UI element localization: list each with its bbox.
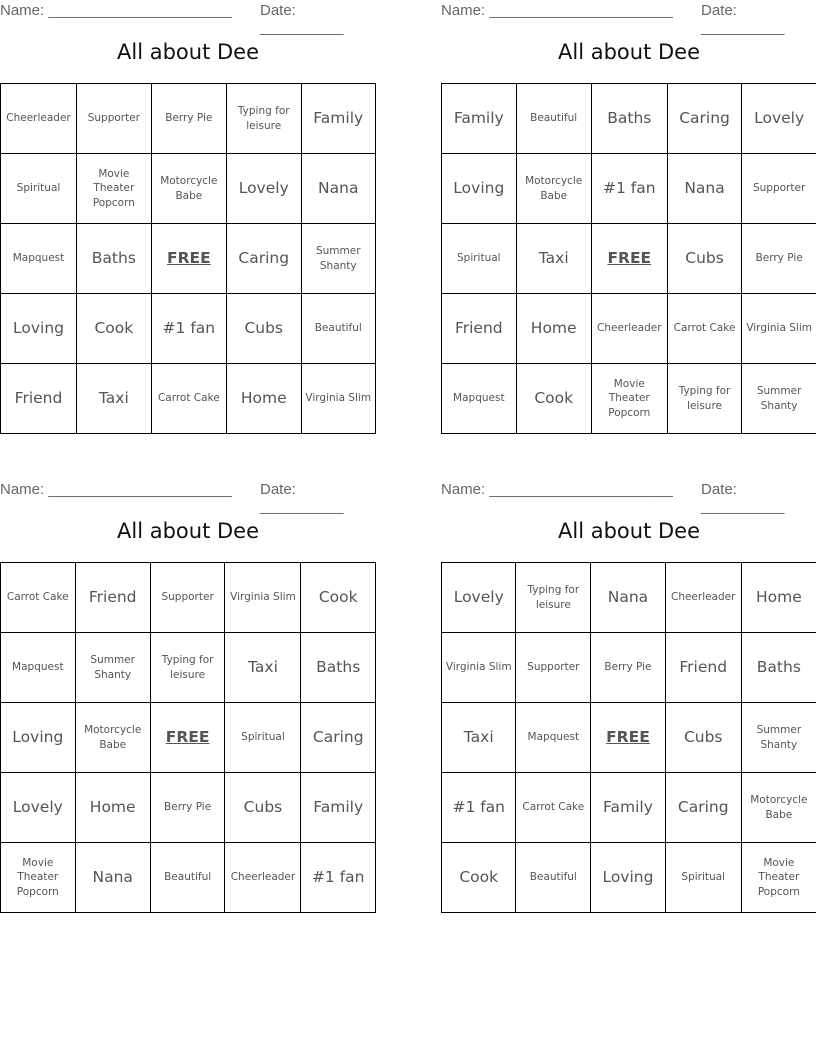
free-space: FREE — [151, 224, 226, 294]
bingo-cell: Supporter — [77, 84, 152, 154]
bingo-cell: Spiritual — [665, 843, 741, 913]
bingo-cell: Summer Shanty — [741, 703, 816, 773]
bingo-cell: Berry Pie — [742, 224, 816, 294]
bingo-cell: Beautiful — [516, 843, 591, 913]
bingo-cell: Cheerleader — [1, 84, 77, 154]
bingo-cell: Motorcycle Babe — [75, 703, 150, 773]
bingo-cell: Mapquest — [442, 364, 517, 434]
grid-row — [442, 563, 816, 633]
free-space: FREE — [150, 703, 225, 773]
bingo-cell: Supporter — [150, 563, 225, 633]
bingo-cell: Cook — [442, 843, 516, 913]
bingo-cell: Baths — [591, 84, 667, 154]
grid-row — [442, 294, 816, 364]
bingo-cell: Family — [301, 84, 376, 154]
free-space: FREE — [591, 224, 667, 294]
bingo-cell: Loving — [1, 703, 76, 773]
bingo-cell: Baths — [301, 633, 376, 703]
bingo-cell: Movie Theater Popcorn — [591, 364, 667, 434]
bingo-cell: Spiritual — [1, 154, 77, 224]
bingo-cell: Cubs — [225, 773, 301, 843]
bingo-cell: Cook — [301, 563, 376, 633]
bingo-cell: Loving — [442, 154, 517, 224]
bingo-cell: Caring — [226, 224, 301, 294]
bingo-cell: Taxi — [77, 364, 152, 434]
bingo-cell: Home — [516, 294, 591, 364]
bingo-cell: Typing for leisure — [226, 84, 301, 154]
grid-row — [442, 633, 816, 703]
grid-row — [1, 773, 376, 843]
bingo-cell: Carrot Cake — [1, 563, 76, 633]
bingo-cell: Home — [75, 773, 150, 843]
date-field: Date: __________ — [260, 481, 344, 515]
name-field: Name: ______________________ — [441, 481, 673, 498]
grid-row — [442, 843, 816, 913]
bingo-cell: Caring — [665, 773, 741, 843]
bingo-cell: #1 fan — [442, 773, 516, 843]
date-field: Date: __________ — [260, 2, 344, 36]
bingo-grid — [441, 83, 816, 434]
bingo-cell: Movie Theater Popcorn — [741, 843, 816, 913]
bingo-cell: Family — [591, 773, 666, 843]
bingo-cell: Cook — [516, 364, 591, 434]
name-field: Name: ______________________ — [0, 481, 232, 498]
bingo-cell: Lovely — [442, 563, 516, 633]
bingo-cell: Taxi — [225, 633, 301, 703]
grid-row — [1, 84, 376, 154]
bingo-cell: Cubs — [226, 294, 301, 364]
bingo-grid — [441, 562, 816, 913]
bingo-cell: Lovely — [226, 154, 301, 224]
card-title: All about Dee — [117, 519, 259, 543]
bingo-cell: Carrot Cake — [667, 294, 742, 364]
grid-row — [442, 154, 816, 224]
bingo-cell: Loving — [1, 294, 77, 364]
bingo-cell: #1 fan — [301, 843, 376, 913]
bingo-cell: #1 fan — [591, 154, 667, 224]
bingo-cell: Beautiful — [301, 294, 376, 364]
bingo-cell: Baths — [77, 224, 152, 294]
name-field: Name: ______________________ — [0, 2, 232, 19]
bingo-cell: Friend — [75, 563, 150, 633]
bingo-cell: Virginia Slim — [301, 364, 376, 434]
bingo-cell: Berry Pie — [150, 773, 225, 843]
bingo-cell: Mapquest — [516, 703, 591, 773]
grid-row — [442, 84, 816, 154]
bingo-cell: Nana — [591, 563, 666, 633]
header-line — [441, 2, 816, 36]
bingo-cell: Friend — [1, 364, 77, 434]
bingo-cell: Virginia Slim — [442, 633, 516, 703]
bingo-cell: Caring — [301, 703, 376, 773]
bingo-cell: Virginia Slim — [742, 294, 816, 364]
grid-row — [1, 843, 376, 913]
grid-row — [442, 224, 816, 294]
grid-row — [442, 703, 816, 773]
bingo-cell: Motorcycle Babe — [516, 154, 591, 224]
bingo-cell: Home — [226, 364, 301, 434]
bingo-cell: Mapquest — [1, 224, 77, 294]
grid-row — [1, 633, 376, 703]
bingo-cell: Supporter — [516, 633, 591, 703]
bingo-cell: Movie Theater Popcorn — [77, 154, 152, 224]
grid-row — [1, 224, 376, 294]
bingo-cell: Summer Shanty — [301, 224, 376, 294]
bingo-cell: Home — [741, 563, 816, 633]
bingo-cell: Cook — [77, 294, 152, 364]
bingo-cell: Movie Theater Popcorn — [1, 843, 76, 913]
bingo-cell: Cubs — [667, 224, 742, 294]
bingo-grid — [0, 83, 376, 434]
grid-row — [1, 364, 376, 434]
card-title: All about Dee — [558, 519, 700, 543]
bingo-cell: Beautiful — [150, 843, 225, 913]
card-title: All about Dee — [558, 40, 700, 64]
bingo-cell: Nana — [75, 843, 150, 913]
bingo-cell: Cheerleader — [591, 294, 667, 364]
bingo-cell: Motorcycle Babe — [151, 154, 226, 224]
bingo-cell: Typing for leisure — [150, 633, 225, 703]
bingo-cell: Beautiful — [516, 84, 591, 154]
bingo-cell: Nana — [667, 154, 742, 224]
bingo-cell: Cheerleader — [665, 563, 741, 633]
header-line — [441, 481, 816, 515]
bingo-cell: Family — [442, 84, 517, 154]
bingo-grid — [0, 562, 376, 913]
grid-row — [1, 703, 376, 773]
bingo-cell: Cubs — [665, 703, 741, 773]
bingo-cell: Berry Pie — [151, 84, 226, 154]
bingo-cell: Carrot Cake — [151, 364, 226, 434]
bingo-cell: Friend — [442, 294, 517, 364]
grid-row — [1, 294, 376, 364]
bingo-cell: Motorcycle Babe — [741, 773, 816, 843]
bingo-cell: Supporter — [742, 154, 816, 224]
bingo-cell: Spiritual — [225, 703, 301, 773]
bingo-cell: Typing for leisure — [516, 563, 591, 633]
bingo-cell: Nana — [301, 154, 376, 224]
free-space: FREE — [591, 703, 666, 773]
bingo-cell: Mapquest — [1, 633, 76, 703]
bingo-cell: Virginia Slim — [225, 563, 301, 633]
bingo-cell: Taxi — [442, 703, 516, 773]
bingo-cell: Taxi — [516, 224, 591, 294]
bingo-cell: Typing for leisure — [667, 364, 742, 434]
date-field: Date: __________ — [701, 2, 785, 36]
bingo-cell: Spiritual — [442, 224, 517, 294]
bingo-cell: Friend — [665, 633, 741, 703]
header-line — [0, 2, 376, 36]
grid-row — [442, 773, 816, 843]
bingo-cell: Family — [301, 773, 376, 843]
grid-row — [1, 154, 376, 224]
bingo-cell: #1 fan — [151, 294, 226, 364]
grid-row — [442, 364, 816, 434]
name-field: Name: ______________________ — [441, 2, 673, 19]
bingo-cell: Loving — [591, 843, 666, 913]
bingo-cell: Summer Shanty — [75, 633, 150, 703]
bingo-cell: Carrot Cake — [516, 773, 591, 843]
date-field: Date: __________ — [701, 481, 785, 515]
bingo-cell: Lovely — [1, 773, 76, 843]
bingo-cell: Summer Shanty — [742, 364, 816, 434]
card-title: All about Dee — [117, 40, 259, 64]
bingo-cell: Caring — [667, 84, 742, 154]
header-line — [0, 481, 376, 515]
bingo-cell: Berry Pie — [591, 633, 666, 703]
bingo-cell: Lovely — [742, 84, 816, 154]
bingo-cell: Baths — [741, 633, 816, 703]
bingo-cell: Cheerleader — [225, 843, 301, 913]
grid-row — [1, 563, 376, 633]
